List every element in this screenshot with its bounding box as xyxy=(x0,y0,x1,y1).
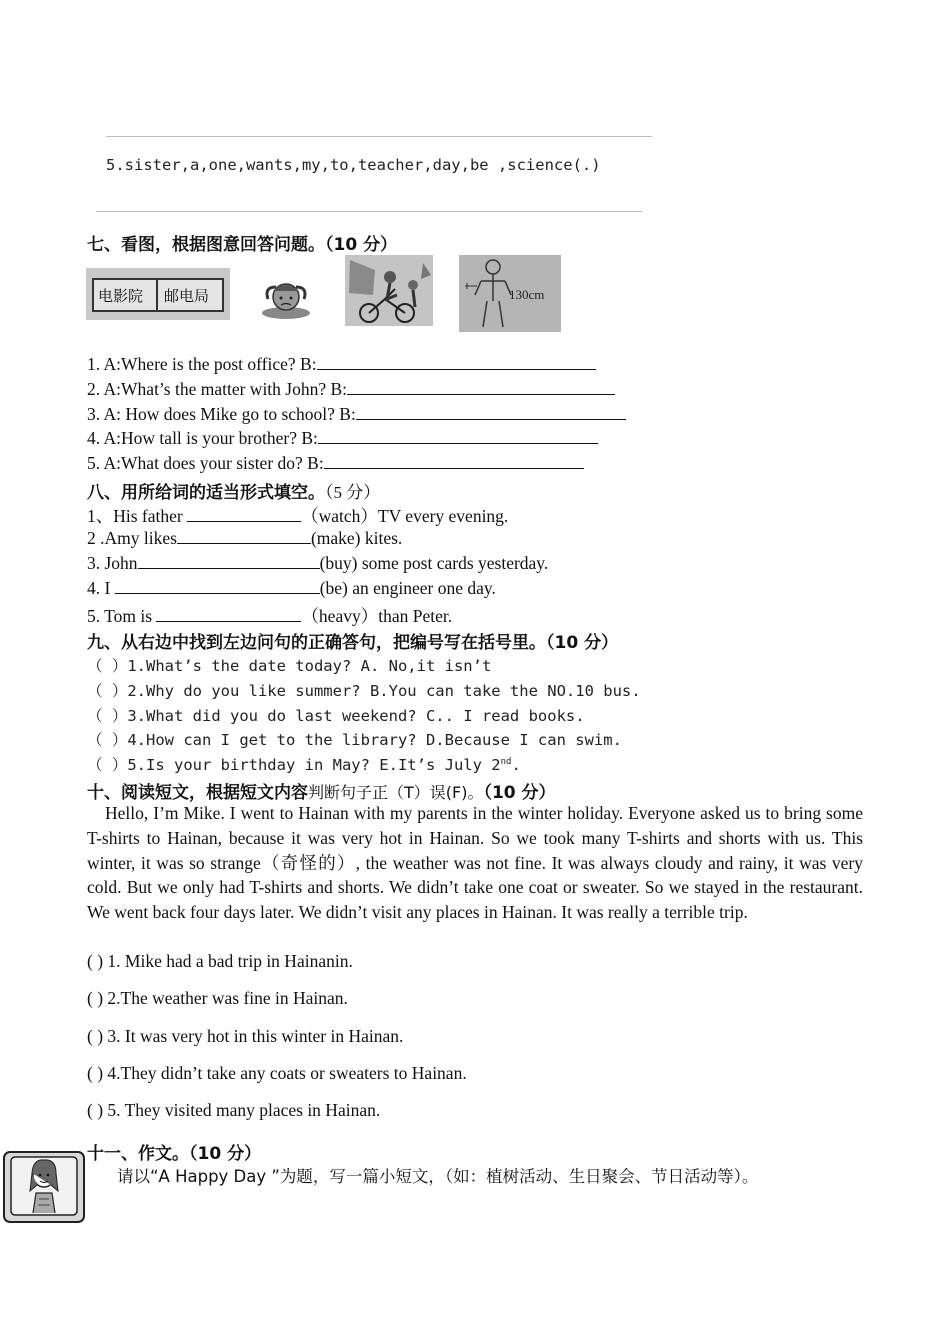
s9-item-5-sup: nd xyxy=(500,756,512,767)
section-11-heading: 十一、作文。（10 分） xyxy=(87,1144,262,1164)
s7-answer-blank-4[interactable] xyxy=(318,429,598,444)
s7-answer-blank-1[interactable] xyxy=(317,355,596,370)
building-sign-image xyxy=(86,268,230,320)
s7-question-4 xyxy=(87,428,598,449)
s8-blank-2[interactable] xyxy=(177,529,311,544)
s8-item-2-post: (make) kites. xyxy=(310,528,403,548)
order-item-5: 5.sister,a,one,wants,my,to,teacher,day,be ,science(.) xyxy=(106,156,601,174)
writing-prompt: 请以“A Happy Day ”为题，写一篇小短文，（如：植树活动、生日聚会、节日活动等）。 xyxy=(117,1167,759,1186)
s8-item-3-pre: 3. John xyxy=(87,553,138,573)
s7-answer-blank-5[interactable] xyxy=(324,454,584,469)
tv-girl-image xyxy=(3,1151,85,1223)
s9-item-1: （ ）1.What’s the date today? A. No,it isn’t xyxy=(87,657,492,675)
s8-blank-5[interactable] xyxy=(156,607,301,622)
s8-item-2-pre: 2 .Amy likes xyxy=(87,528,177,548)
s8-item-5-pre: 5. Tom is xyxy=(87,606,157,626)
post-office-label: 邮电局 xyxy=(164,287,210,305)
s9-item-2: （ ）2.Why do you like summer? B.You can take the NO.10 bus. xyxy=(87,682,641,700)
s7-answer-blank-2[interactable] xyxy=(347,380,615,395)
s9-item-4: （ ）4.How can I get to the library? D.Because I can swim. xyxy=(87,731,622,749)
reading-passage: Hello, I’m Mike. I went to Hainan with my parents in the winter holiday. Everyone asked us to bring some T-shirts to Hainan, because it was very hot in Hainan. So we took many T-shirts and shorts with us. This winter, it was so strange（奇怪的）, the weather was not fine. It was always cloudy and rainy, it was very cold. But we only had T-shirts and shorts. We didn’t take one coat or sweater. So we stayed in the restaurant. We went back four days later. We didn’t visit any places in Hainan. It was really a terrible trip. xyxy=(87,803,863,923)
s10-statement-2: ( ) 2.The weather was fine in Hainan. xyxy=(87,988,348,1008)
s8-item-1-post: （watch）TV every evening. xyxy=(301,506,509,526)
s10-statement-1: ( ) 1. Mike had a bad trip in Hainanin. xyxy=(87,951,353,971)
s7-question-5-text: 5. A:What does your sister do? B: xyxy=(87,453,324,473)
section-9-heading: 九、从右边中找到左边问句的正确答句，把编号写在括号里。（10 分） xyxy=(87,633,619,653)
s8-item-2 xyxy=(87,528,402,549)
s8-blank-1[interactable] xyxy=(187,507,301,522)
s7-question-5 xyxy=(87,453,584,474)
section-8-points: （5 分） xyxy=(325,483,381,502)
s8-item-4-pre: 4. I xyxy=(87,578,115,598)
height-image xyxy=(459,255,561,332)
s10-statement-5: ( ) 5. They visited many places in Hainan. xyxy=(87,1100,381,1120)
s10-statement-4: ( ) 4.They didn’t take any coats or sweaters to Hainan. xyxy=(87,1063,467,1083)
s8-item-1-pre: 1、His father xyxy=(87,506,188,526)
bike-riding-image xyxy=(345,255,433,326)
section-8-title: 八、用所给词的适当形式填空。 xyxy=(87,483,325,503)
section-10-instruction: 判断句子正（T）误(F)。 xyxy=(308,783,484,802)
s8-item-5-post: （heavy）than Peter. xyxy=(301,606,453,626)
s8-blank-3[interactable] xyxy=(138,554,320,569)
s8-item-4 xyxy=(87,578,496,599)
s9-item-5-text: （ ）5.Is your birthday in May? E.It’s July 2 xyxy=(87,756,501,774)
answer-line xyxy=(106,136,652,137)
cinema-label: 电影院 xyxy=(98,287,144,305)
section-10-title: 十、阅读短文，根据短文内容 xyxy=(87,783,308,803)
s10-statement-3: ( ) 3. It was very hot in this winter in Hainan. xyxy=(87,1026,404,1046)
s8-item-1 xyxy=(87,503,508,528)
s7-answer-blank-3[interactable] xyxy=(356,405,626,420)
s7-question-4-text: 4. A:How tall is your brother? B: xyxy=(87,428,318,448)
s7-question-3 xyxy=(87,404,626,425)
headache-boy-image xyxy=(258,277,314,319)
s7-question-1-text: 1. A:Where is the post office? B: xyxy=(87,354,317,374)
s7-question-1 xyxy=(87,354,596,375)
s7-question-2-text: 2. A:What’s the matter with John? B: xyxy=(87,379,348,399)
s8-blank-4[interactable] xyxy=(115,579,320,594)
s9-item-5-end: . xyxy=(511,756,521,774)
s8-item-3 xyxy=(87,553,548,574)
section-10-heading xyxy=(87,778,556,803)
section-10-points: （10 分） xyxy=(483,783,556,803)
s8-item-5 xyxy=(87,603,452,628)
s8-item-3-post: (buy) some post cards yesterday. xyxy=(319,553,549,573)
section-8-heading xyxy=(87,478,380,503)
s9-item-3: （ ）3.What did you do last weekend? C.. I read books. xyxy=(87,707,585,725)
answer-line xyxy=(96,211,642,212)
s7-question-2 xyxy=(87,379,615,400)
s8-item-4-post: (be) an engineer one day. xyxy=(319,578,496,598)
section-7-heading: 七、看图，根据图意回答问题。（10 分） xyxy=(87,235,398,255)
s9-item-5 xyxy=(87,753,521,775)
height-label: 130cm xyxy=(509,287,545,302)
s7-question-3-text: 3. A: How does Mike go to school? B: xyxy=(87,404,356,424)
